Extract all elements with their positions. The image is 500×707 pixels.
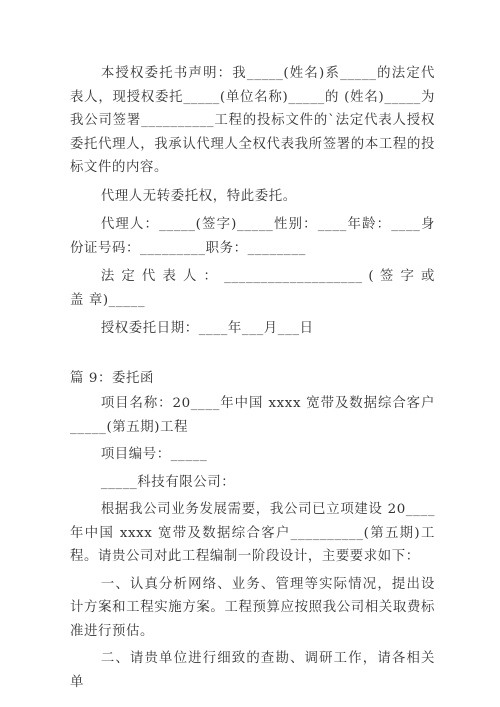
requirement-2: 二、请贵单位进行细致的查勘、调研工作，请各相关单 [70, 651, 435, 690]
recipient-company: _____科技有限公司： [100, 474, 236, 490]
project-number: 项目编号：_____ [100, 447, 208, 462]
requirement-1: 一、认真分析网络、业务、管理等实际情况，提出设计方案和工程实施方案。工程预算应按照我公司相关取费标准进行预估。 [70, 576, 435, 639]
letter-intro: 根据我公司业务发展需要，我公司已立项建设 20____年中国 xxxx 宽带及数据综合客户__________(第五期)工程。请贵公司对此工程编制一阶段设计，主要要求如下： [70, 502, 435, 564]
section-title: 篇 9：委托函 [70, 370, 154, 386]
no-sub-delegation-note: 代理人无转委托权，特此委托。 [100, 188, 297, 204]
project-name: 项目名称：20____年中国 xxxx 宽带及数据综合客户_____(第五期)工程 [70, 396, 435, 435]
authorization-statement: 本授权委托书声明：我_____(姓名)系_____的法定代表人，现授权委托_____(单位名称)_____的 (姓名)_____为我公司签署__________工程的投标文件的`法定代表人授权委托代理人，我承认代理人全权代表我所签署的本工程的投标文件的内容。 [70, 66, 435, 175]
agent-info-line: 代理人：_____(签字)_____性别：____年龄：____身份证号码：_________职务：________ [70, 217, 435, 256]
legal-representative-signature: 法 定 代 表 人 ： ___________________ ( 签 字 或 盖 章)_____ [70, 269, 435, 308]
authorization-date: 授权委托日期：____年___月___日 [100, 321, 314, 336]
document-body [70, 62, 435, 698]
